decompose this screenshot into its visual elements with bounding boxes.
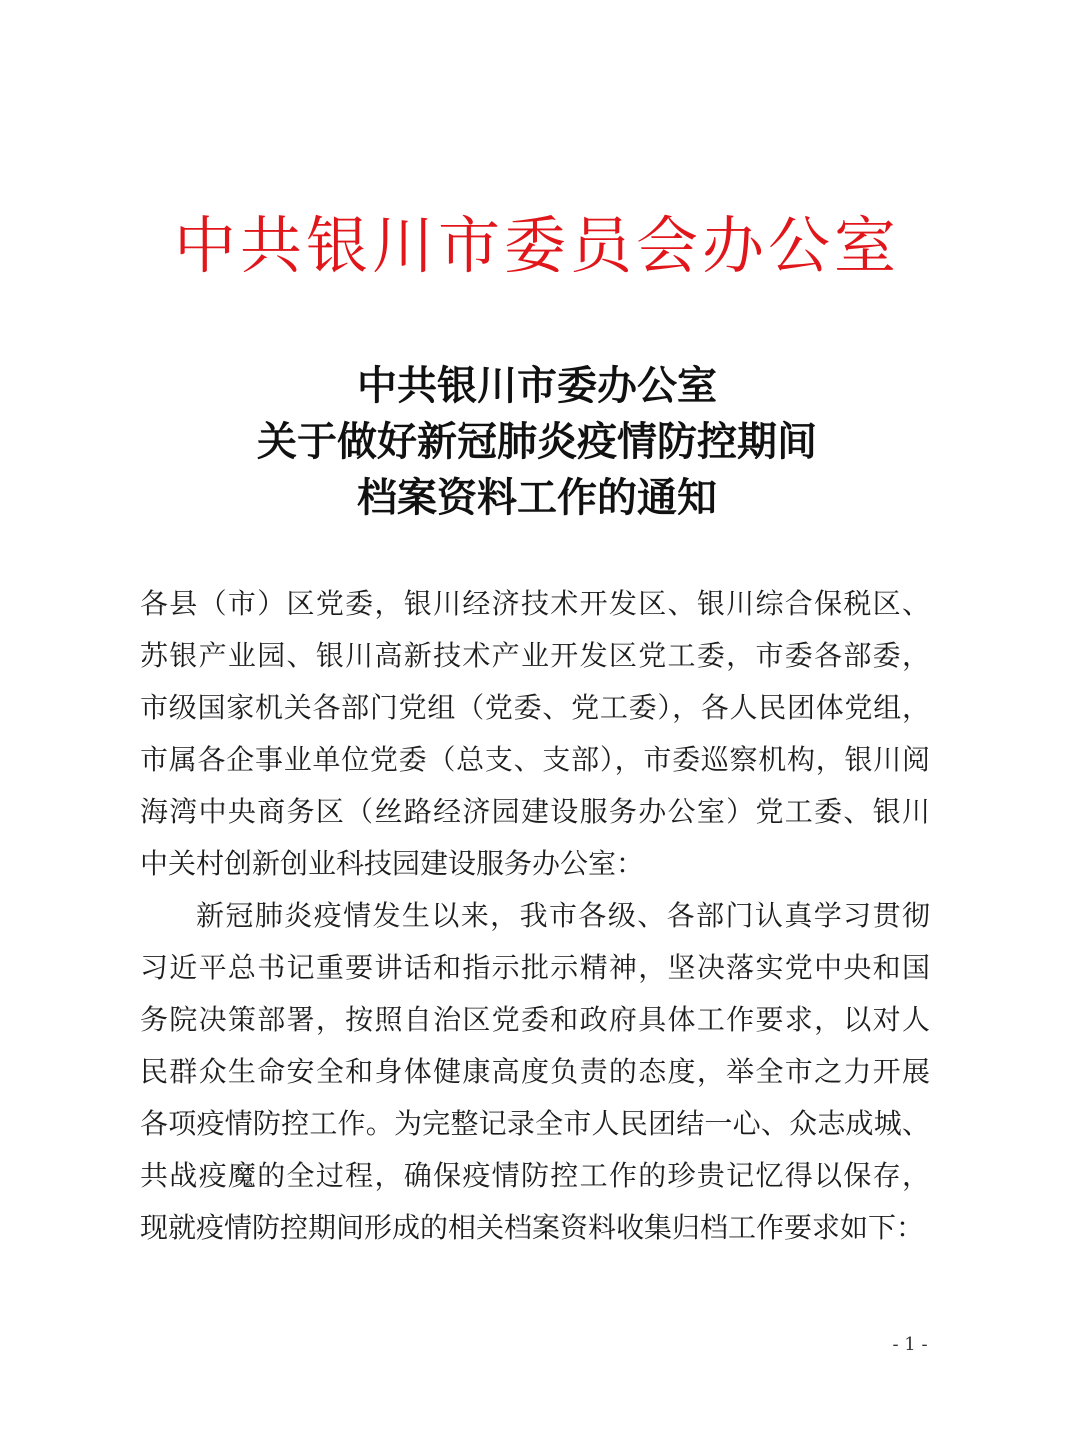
paragraph-line: 共战疫魔的全过程，确保疫情防控工作的珍贵记忆得以保存， [140, 1159, 930, 1192]
addressee-line: 市级国家机关各部门党组（党委、党工委），各人民团体党组， [140, 691, 930, 724]
body-paragraph [140, 890, 930, 1254]
title-line: 中共银川市委办公室 [357, 362, 717, 409]
paragraph-line: 民群众生命安全和身体健康高度负责的态度，举全市之力开展 [140, 1055, 930, 1088]
title-line: 档案资料工作的通知 [357, 474, 717, 521]
paragraph-line: 各项疫情防控工作。为完整记录全市人民团结一心、众志成城、 [140, 1107, 930, 1140]
addressee-line: 中关村创新创业科技园建设服务办公室： [140, 847, 645, 880]
addressee-line: 苏银产业园、银川高新技术产业开发区党工委，市委各部委， [140, 639, 930, 672]
paragraph-line: 新冠肺炎疫情发生以来，我市各级、各部门认真学习贯彻 [196, 899, 930, 932]
addressee-block [140, 578, 930, 890]
title-line: 关于做好新冠肺炎疫情防控期间 [257, 418, 817, 465]
addressee-line: 各县（市）区党委，银川经济技术开发区、银川综合保税区、 [140, 587, 930, 620]
document-title [0, 358, 1074, 526]
paragraph-line: 习近平总书记重要讲话和指示批示精神，坚决落实党中央和国 [140, 951, 930, 984]
paragraph-line: 现就疫情防控期间形成的相关档案资料收集归档工作要求如下： [140, 1211, 925, 1244]
paragraph-line: 务院决策部署，按照自治区党委和政府具体工作要求，以对人 [140, 1003, 930, 1036]
addressee-line: 市属各企事业单位党委（总支、支部），市委巡察机构，银川阅 [140, 743, 930, 776]
document-body [140, 578, 930, 1254]
page-number: - 1 - [892, 1334, 928, 1355]
addressee-line: 海湾中央商务区（丝路经济园建设服务办公室）党工委、银川 [140, 795, 930, 828]
letterhead-org-name: 中共银川市委员会办公室 [173, 209, 900, 282]
